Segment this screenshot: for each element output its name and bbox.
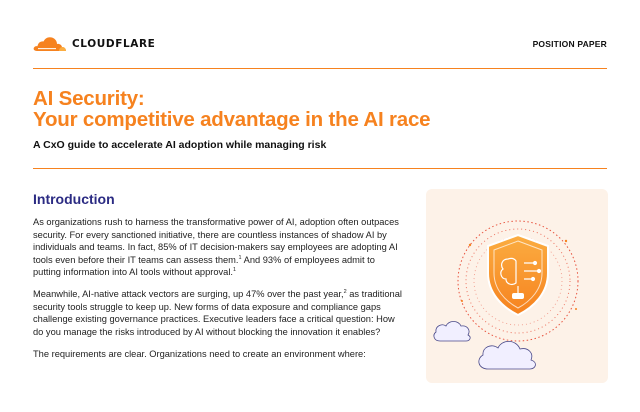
shield [488,235,548,315]
ai-security-illustration [426,189,608,383]
intro-paragraph-3: The requirements are clear. Organizations need to create an environment where: [33,349,366,359]
cloud-left [434,322,470,342]
cloudflare-logo [33,35,155,53]
p1-text-a: As organizations rush to harness the transformative power of AI, adoption often outpaces security. For every sanctioned initiative, there are countless instances of shadow AI by individuals and teams. In fact, 85% of IT decision-makers say employees are adopting AI tools even before their IT teams can assess them. [33,217,399,265]
header-divider [33,68,607,69]
brand-name: CLOUDFLARE [72,38,156,50]
document-title [33,88,430,130]
section-heading-introduction: Introduction [33,191,115,207]
footnote-ref-1b[interactable]: 1 [233,267,237,274]
title-line-1: AI Security: [33,87,145,110]
p1-text-b: And 93% of employees admit to putting information into AI tools without approval. [33,254,375,278]
intro-paragraph-2 [33,288,405,338]
p2-text-b: as traditional security tools struggle to keep up. New forms of data exposure and compliance gaps challenge existing governance practices. Executive leaders face a critical question: How do you manage the risks introduced by AI without blocking the innovation it enables? [33,289,402,337]
document-subtitle: A CxO guide to accelerate AI adoption while managing risk [33,139,327,151]
ai-security-shield-icon [426,189,608,383]
cloudflare-cloud-logo-icon [33,36,67,52]
cloud-right [479,341,536,369]
footnote-ref-1[interactable]: 1 [238,254,242,261]
page-header [33,35,607,55]
title-line-2: Your competitive advantage in the AI race [33,108,431,131]
subtitle-divider [33,168,607,169]
document-type-label: POSITION PAPER [532,39,607,49]
p2-text-a: Meanwhile, AI-native attack vectors are surging, up 47% over the past year, [33,289,344,299]
intro-paragraph-1 [33,216,405,279]
footnote-ref-2[interactable]: 2 [343,288,347,295]
